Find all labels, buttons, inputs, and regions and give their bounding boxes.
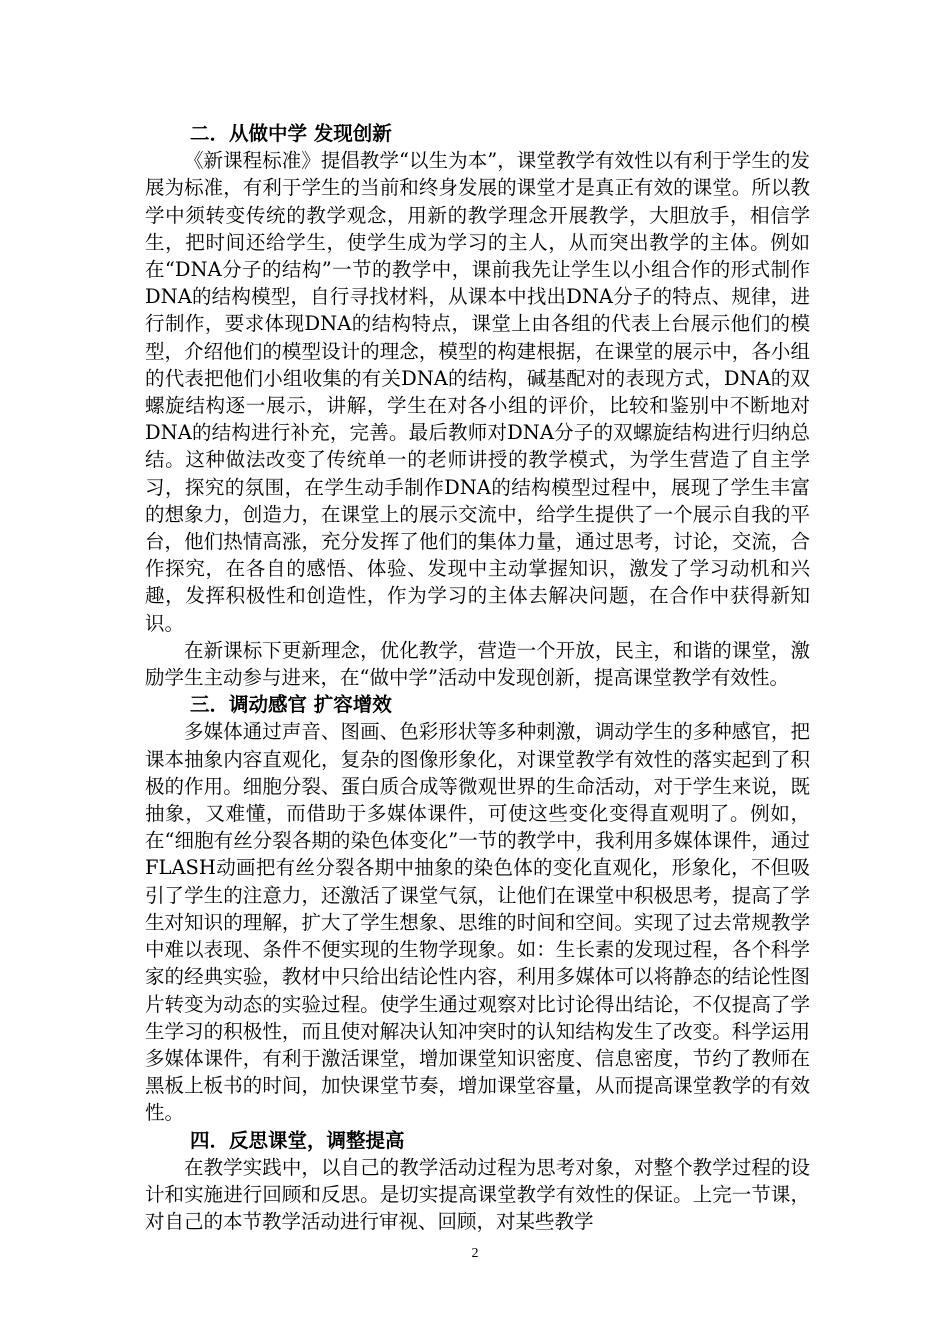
section-heading-4: 四．反思课堂，调整提高 <box>190 1128 405 1152</box>
document-body <box>145 120 810 1235</box>
body-paragraph: 《新课程标准》提倡教学“以生为本”，课堂教学有效性以有利于学生的发展为标准，有利于学生的当前和终身发展的课堂才是真正有效的课堂。所以教学中须转变传统的教学观念，用新的教学理念开展教学，大胆放手，相信学生，把时间还给学生，使学生成为学习的主人，从而突出教学的主体。例如在“DNA分子的结构”一节的教学中，课前我先让学生以小组合作的形式制作DNA的结构模型，自行寻找材料，从课本中找出DNA分子的特点、规律，进行制作，要求体现DNA的结构特点，课堂上由各组的代表上台展示他们的模型，介绍他们的模型设计的理念，模型的构建根据，在课堂的展示中，各小组的代表把他们小组收集的有关DNA的结构，碱基配对的表现方式，DNA的双螺旋结构逐一展示，讲解，学生在对各小组的评价，比较和鉴别中不断地对DNA的结构进行补充，完善。最后教师对DNA分子的双螺旋结构进行归纳总结。这种做法改变了传统单一的老师讲授的教学模式，为学生营造了自主学习，探究的氛围，在学生动手制作DNA的结构模型过程中，展现了学生丰富的想象力，创造力，在课堂上的展示交流中，给学生提供了一个展示自我的平台，他们热情高涨，充分发挥了他们的集体力量，通过思考，讨论，交流，合作探究，在各自的感悟、体验、发现中主动掌握知识，激发了学习动机和兴趣，发挥积极性和创造性，作为学习的主体去解决问题，在合作中获得新知识。 <box>145 149 810 635</box>
section-heading-2: 二．从做中学 发现创新 <box>190 122 392 145</box>
body-paragraph: 多媒体通过声音、图画、色彩形状等多种刺激，调动学生的多种感官，把课本抽象内容直观化，复杂的图像形象化，对课堂教学有效性的落实起到了积极的作用。细胞分裂、蛋白质合成等微观世界的生命活动，对于学生来说，既抽象，又难懂，而借助于多媒体课件，可使这些变化变得直观明了。例如，在“细胞有丝分裂各期的染色体变化”一节的教学中，我利用多媒体课件，通过FLASH动画把有丝分裂各期中抽象的染色体的变化直观化，形象化，不但吸引了学生的注意力，还激活了课堂气氛，让他们在课堂中积极思考，提高了学生对知识的理解，扩大了学生想象、思维的时间和空间。实现了过去常规教学中难以表现、条件不便实现的生物学现象。如：生长素的发现过程，各个科学家的经典实验，教材中只给出结论性内容，利用多媒体可以将静态的结论性图片转变为动态的实验过程。使学生通过观察对比讨论得出结论，不仅提高了学生学习的积极性，而且使对解决认知冲突时的认知结构发生了改变。科学运用多媒体课件，有利于激活课堂，增加课堂知识密度、信息密度，节约了教师在黑板上板书的时间，加快课堂节奏，增加课堂容量，从而提高课堂教学的有效性。 <box>145 720 810 1125</box>
body-paragraph: 在教学实践中，以自己的教学活动过程为思考对象，对整个教学过程的设计和实施进行回顾和反思。是切实提高课堂教学有效性的保证。上完一节课，对自己的本节教学活动进行审视、回顾，对某些教学 <box>145 1155 810 1234</box>
page-number: 2 <box>471 1246 479 1261</box>
body-paragraph: 在新课标下更新理念，优化教学，营造一个开放，民主，和谐的课堂，激励学生主动参与进来，在“做中学”活动中发现创新，提高课堂教学有效性。 <box>145 638 810 690</box>
section-heading-3: 三．调动感官 扩容增效 <box>190 693 392 717</box>
